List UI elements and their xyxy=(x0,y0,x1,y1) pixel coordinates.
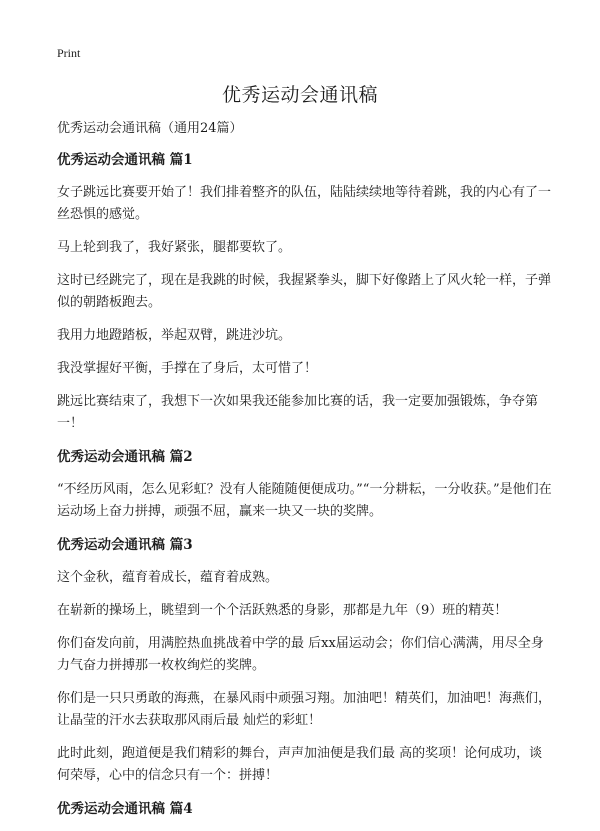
print-label: Print xyxy=(57,46,81,60)
paragraph: 马上轮到我了，我好紧张，腿都要软了。 xyxy=(57,240,292,255)
paragraph: 这个金秋，蕴育着成长，蕴育着成熟。 xyxy=(57,570,279,585)
paragraph: 我用力地蹬踏板，举起双臂，跳进沙坑。 xyxy=(57,328,292,343)
section-heading: 优秀运动会通讯稿 篇1 xyxy=(57,152,193,168)
paragraph: “不经历风雨，怎么见彩虹？没有人能随随便便成功。”“一分耕耘，一分收获。”是他们在运动场上奋力拼搏，顽强不屈，赢来一块又一块的奖牌。 xyxy=(57,482,552,519)
document-subtitle: 优秀运动会通讯稿（通用24篇） xyxy=(57,121,243,136)
section-heading: 优秀运动会通讯稿 篇3 xyxy=(57,537,193,553)
paragraph: 跳远比赛结束了，我想下一次如果我还能参加比赛的话，我一定要加强锻炼，争夺第一！ xyxy=(57,394,539,431)
paragraph: 在崭新的操场上，眺望到一个个活跃熟悉的身影，那都是九年（9）班的精英！ xyxy=(57,603,508,618)
document-title: 优秀运动会通讯稿 xyxy=(221,84,378,106)
document-body xyxy=(57,118,553,831)
paragraph: 我没掌握好平衡，手撑在了身后，太可惜了！ xyxy=(57,361,318,376)
paragraph: 这时已经跳完了，现在是我跳的时候，我握紧拳头，脚下好像踏上了风火轮一样，子弹似的朝踏板跑去。 xyxy=(57,273,552,310)
paragraph: 你们奋发向前，用满腔热血挑战着中学的最 后xx届运动会；你们信心满满，用尽全身力气奋力拼搏那一枚枚绚烂的奖牌。 xyxy=(57,636,544,673)
section-heading: 优秀运动会通讯稿 篇4 xyxy=(57,801,193,817)
paragraph: 你们是一只只勇敢的海燕，在暴风雨中顽强习翔。加油吧！精英们，加油吧！海燕们，让晶莹的汗水去获取那风雨后最 灿烂的彩虹！ xyxy=(57,691,552,728)
paragraph: 女子跳远比赛要开始了！我们排着整齐的队伍，陆陆续续地等待着跳，我的内心有了一丝恐惧的感觉。 xyxy=(57,185,552,222)
paragraph: 此时此刻，跑道便是我们精彩的舞台，声声加油便是我们最 高的奖项！论何成功，谈何荣辱，心中的信念只有一个：拼搏！ xyxy=(57,746,543,783)
section-heading: 优秀运动会通讯稿 篇2 xyxy=(57,449,193,465)
